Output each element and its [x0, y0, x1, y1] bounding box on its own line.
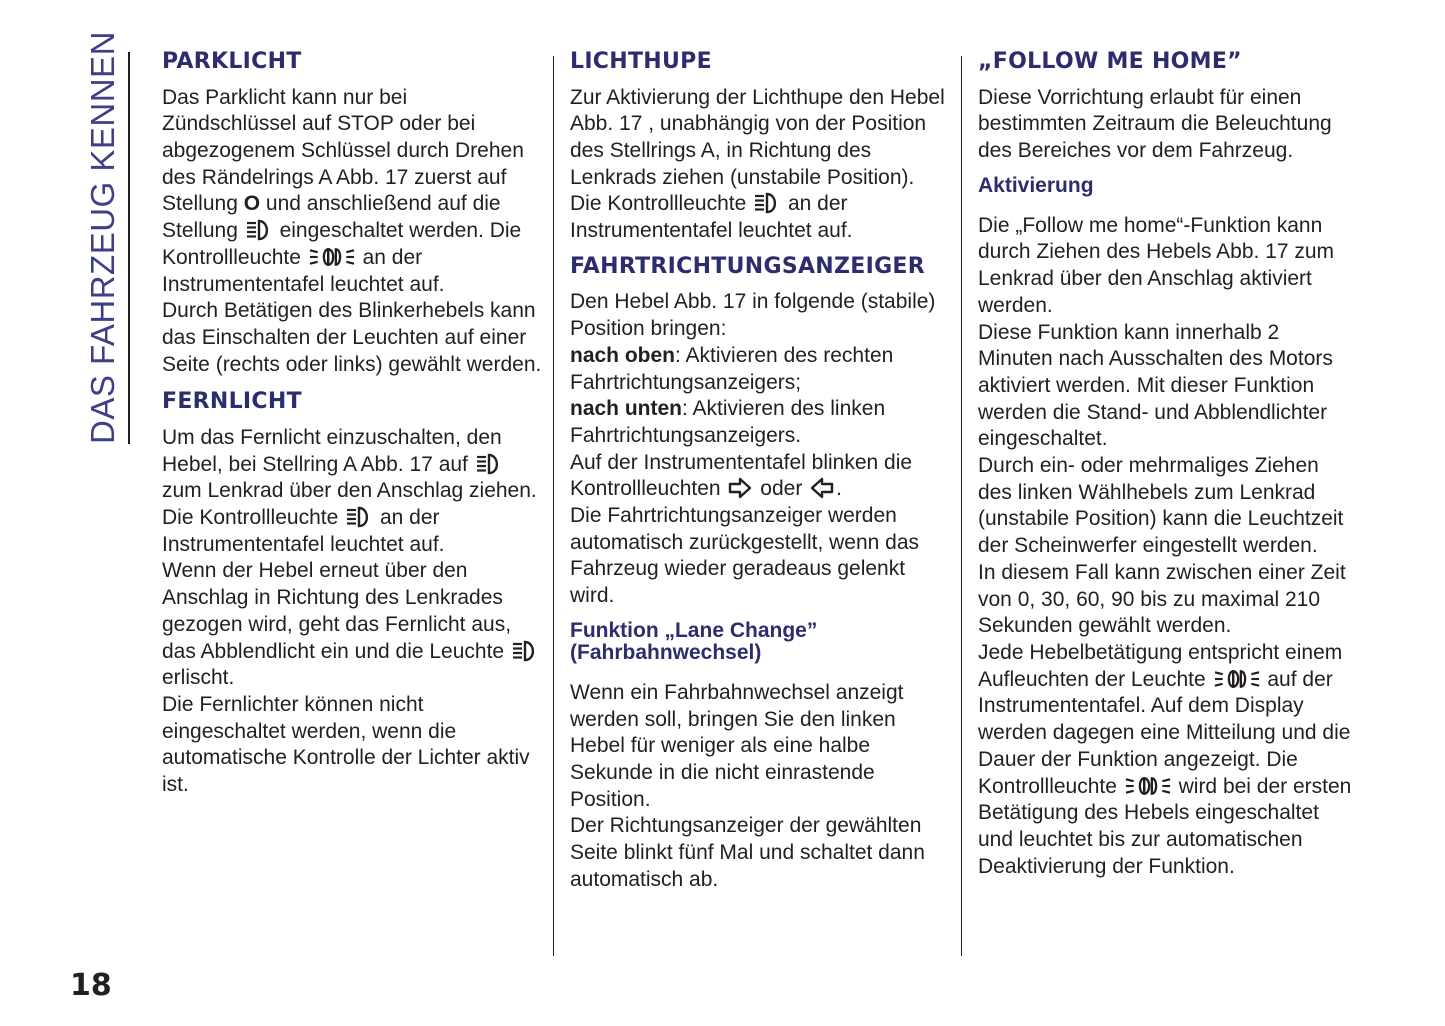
- paragraph: nach unten: Aktivieren des linken Fahrtrichtungsanzeigers.: [570, 397, 886, 447]
- chapter-divider: [128, 52, 130, 444]
- section-heading-fahrtrichtungsanzeiger: FAHRTRICHTUNGSANZEIGER: [570, 253, 926, 279]
- paragraph: Die „Follow me home“-Funktion kann durch Ziehen des Hebels Abb. 17 zum Lenkrad über den Anschlag aktiviert werden.: [978, 213, 1335, 317]
- paragraph: Auf der Instrumententafel blinken die Kontrollleuchten oder .: [570, 450, 913, 501]
- paragraph: Diese Funktion kann innerhalb 2 Minuten nach Ausschalten des Motors aktiviert werden. Mit dieser Funktion werden die Stand- und Abblendlichter eingeschaltet.: [978, 320, 1333, 451]
- position-o-symbol: O: [243, 192, 261, 216]
- high-beam-icon: [754, 192, 780, 214]
- paragraph: Den Hebel Abb. 17 in folgende (stabile) Position bringen:: [570, 290, 936, 341]
- paragraph: Wenn der Hebel erneut über den Anschlag in Richtung des Lenkrades gezogen wird, geht das Fernlicht aus, das Abblendlicht ein und die Leuchte erlischt.: [162, 558, 547, 692]
- paragraph: Das Parklicht kann nur bei Zündschlüssel auf STOP oder bei abgezogenem Schlüssel durch Drehen des Rändelrings A Abb. 17 zuerst auf Stellung O und anschließend auf die Stellung eingeschaltet werden. Die Kontrollleuchte an der Instrumententafel leuchtet auf.: [162, 85, 524, 296]
- subheading-aktivierung: Aktivierung: [978, 173, 1094, 197]
- parking-light-icon: [1214, 668, 1260, 690]
- column-3: [978, 48, 1358, 880]
- paragraph: Jede Hebelbetätigung entspricht einem Aufleuchten der Leuchte auf der Instrumententafel. Auf dem Display werden dagegen eine Mitteilung und die Dauer der Funktion angezeigt. Die Kontrollleuchte wird bei der ersten Betätigung des Hebels eingeschaltet und leuchtet bis zur automatischen Deaktivierung der Funktion.: [978, 641, 1352, 878]
- section-heading-lichthupe: LICHTHUPE: [570, 49, 712, 74]
- paragraph: Die Fernlichter können nicht eingeschaltet werden, wenn die automatische Kontrolle der Lichter aktiv ist.: [162, 692, 530, 797]
- column-2: [570, 48, 955, 894]
- column-1: [162, 48, 547, 799]
- section-heading-parklicht: PARKLICHT: [162, 49, 302, 74]
- turn-right-arrow-icon: [728, 477, 752, 499]
- high-beam-icon: [346, 506, 372, 528]
- paragraph: Durch ein- oder mehrmaliges Ziehen des linken Wählhebels zum Lenkrad (unstabile Position) kann die Leuchtzeit der Scheinwerfer eingestellt werden.: [978, 454, 1344, 558]
- paragraph: Die Kontrollleuchte an der Instrumententafel leuchtet auf.: [570, 192, 853, 243]
- high-beam-icon: [476, 453, 502, 475]
- parking-light-icon: [309, 246, 355, 268]
- paragraph: In diesem Fall kann zwischen einer Zeit von 0, 30, 60, 90 bis zu maximal 210 Sekunden gewählt werden.: [978, 560, 1346, 638]
- paragraph: nach oben: Aktivieren des rechten Fahrtrichtungsanzeigers;: [570, 343, 894, 394]
- section-heading-follow-me-home: „FOLLOW ME HOME”: [978, 49, 1242, 74]
- turn-left-arrow-icon: [810, 477, 834, 499]
- subheading-lane-change: Funktion „Lane Change” (Fahrbahnwechsel): [570, 618, 818, 664]
- chapter-title: DAS FAHRZEUG KENNEN: [84, 31, 121, 444]
- paragraph: Der Richtungsanzeiger der gewählten Seite blinkt fünf Mal und schaltet dann automatisch ab.: [570, 814, 925, 891]
- parking-light-icon: [1125, 775, 1171, 797]
- page-number: 18: [70, 968, 112, 1003]
- paragraph: Diese Vorrichtung erlaubt für einen bestimmten Zeitraum die Beleuchtung des Bereiches vor dem Fahrzeug.: [978, 85, 1332, 162]
- high-beam-icon: [246, 219, 272, 241]
- column-divider: [553, 56, 554, 956]
- paragraph: Durch Betätigen des Blinkerhebels kann das Einschalten der Leuchten auf einer Seite (rechts oder links) gewählt werden.: [162, 299, 542, 376]
- paragraph: Um das Fernlicht einzuschalten, den Hebel, bei Stellring A Abb. 17 auf zum Lenkrad über den Anschlag ziehen. Die Kontrollleuchte an der Instrumententafel leuchtet auf.: [162, 425, 537, 556]
- paragraph: Zur Aktivierung der Lichthupe den Hebel Abb. 17 , unabhängig von der Position des Stellrings A, in Richtung des Lenkrads ziehen (unstabile Position).: [570, 85, 945, 189]
- paragraph: Die Fahrtrichtungsanzeiger werden automatisch zurückgestellt, wenn das Fahrzeug wieder geradeaus gelenkt wird.: [570, 504, 920, 608]
- high-beam-icon: [512, 640, 538, 662]
- paragraph: Wenn ein Fahrbahnwechsel anzeigt werden soll, bringen Sie den linken Hebel für weniger als eine halbe Sekunde in die nicht einrastende Position.: [570, 680, 904, 811]
- column-divider: [961, 56, 962, 956]
- section-heading-fernlicht: FERNLICHT: [162, 389, 302, 415]
